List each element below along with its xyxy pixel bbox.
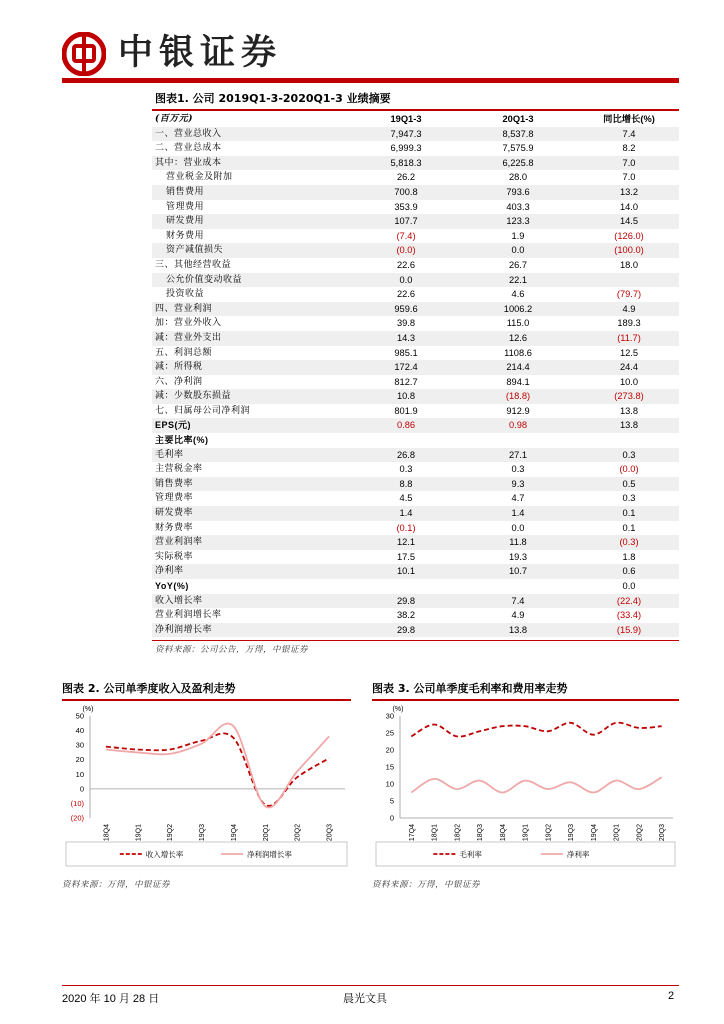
cell-19q1-3: 353.9 <box>394 201 418 212</box>
cell-yoy: 4.9 <box>622 303 636 314</box>
row-label: 毛利率 <box>155 449 184 460</box>
cell-19q1-3: 10.1 <box>396 566 416 577</box>
y-tick-label: 0 <box>389 813 394 823</box>
x-tick-label: 20Q1 <box>262 824 270 842</box>
cell-19q1-3: 0.0 <box>399 274 413 285</box>
cell-20q1-3: 1.9 <box>511 230 525 241</box>
table-row <box>152 302 679 317</box>
y-tick-label: (10) <box>70 798 84 808</box>
y-tick-label: 20 <box>385 745 394 755</box>
cell-yoy: 13.2 <box>619 186 639 197</box>
cell-yoy: 0.3 <box>622 493 636 504</box>
y-tick-label: 10 <box>75 769 84 779</box>
table-row <box>152 448 679 463</box>
cell-19q1-3: 5,818.3 <box>390 157 422 168</box>
legend-label-0: 毛利率 <box>459 850 482 859</box>
table-row <box>152 550 679 565</box>
row-label: 管理费率 <box>155 493 194 504</box>
x-tick-label: 20Q2 <box>294 824 302 842</box>
row-label: 减：营业外支出 <box>155 332 222 343</box>
cell-yoy: 10.0 <box>619 376 639 387</box>
row-label: 减：少数股东损益 <box>155 391 232 402</box>
y-tick-label: 10 <box>385 779 394 789</box>
cell-yoy: (0.3) <box>619 537 639 548</box>
cell-20q1-3: 1006.2 <box>503 303 533 314</box>
cell-20q1-3: 11.8 <box>509 537 527 548</box>
row-label: 营业税金及附加 <box>166 172 233 183</box>
y-axis-unit-label: (%) <box>392 706 404 713</box>
cell-19q1-3: 29.8 <box>396 595 416 606</box>
row-label: 六、净利润 <box>155 376 203 387</box>
legend-box <box>376 842 675 866</box>
page-number: 2 <box>668 990 675 1002</box>
cell-20q1-3: 26.7 <box>508 259 528 270</box>
table-source: 资料来源：公司公告，万得，中银证券 <box>155 645 309 655</box>
cell-yoy: 0.0 <box>622 581 636 591</box>
row-label: 公允价值变动收益 <box>166 274 243 285</box>
cell-yoy: (15.9) <box>616 624 642 635</box>
cell-19q1-3: 39.8 <box>396 318 416 329</box>
cell-19q1-3: (7.4) <box>396 230 416 241</box>
cell-19q1-3: 14.3 <box>396 332 416 343</box>
y-tick-label: 30 <box>75 740 84 750</box>
cell-yoy: 1.8 <box>622 551 636 562</box>
row-label: 五、利润总额 <box>155 347 213 358</box>
chart2-source: 资料来源：万得，中银证券 <box>62 880 171 890</box>
cell-20q1-3: 1108.6 <box>504 347 532 358</box>
x-tick-label: 18Q4 <box>499 824 507 842</box>
chart3-line-chart <box>372 702 679 872</box>
cell-20q1-3: 403.3 <box>506 201 530 212</box>
table-row <box>152 375 679 390</box>
chart2-line-chart <box>62 702 351 872</box>
cell-yoy: (273.8) <box>614 391 644 402</box>
x-tick-label: 19Q2 <box>167 824 175 842</box>
x-tick-label: 19Q1 <box>522 824 530 842</box>
cell-20q1-3: 912.9 <box>506 405 530 416</box>
table-title: 图表1. 公司 2019Q1-3-2020Q1-3 业绩摘要 <box>155 92 391 105</box>
cell-20q1-3: 0.0 <box>511 522 525 533</box>
x-tick-label: 19Q3 <box>568 824 576 842</box>
x-tick-label: 20Q2 <box>636 824 644 842</box>
cell-yoy: 12.5 <box>619 347 639 358</box>
table-row <box>152 127 679 142</box>
cell-19q1-3: 107.7 <box>394 216 418 227</box>
cell-yoy: 0.5 <box>622 478 636 489</box>
row-label: 主营税金率 <box>155 464 203 475</box>
cell-19q1-3: 29.8 <box>396 624 416 635</box>
table-row <box>152 389 679 404</box>
x-tick-label: 20Q1 <box>613 824 621 842</box>
table-row <box>152 521 679 536</box>
row-label: 营业利润率 <box>155 537 203 548</box>
row-label: 主要比率(%) <box>155 435 209 446</box>
row-label: 财务费用 <box>166 230 205 241</box>
cell-yoy: (126.0) <box>614 230 644 241</box>
table-row <box>152 608 679 623</box>
cell-20q1-3: (18.8) <box>505 391 531 402</box>
row-label: 研发费用 <box>166 216 205 227</box>
x-tick-label: 20Q3 <box>659 824 667 842</box>
table-row <box>152 243 679 258</box>
x-tick-label: 18Q4 <box>103 824 111 842</box>
table-row <box>152 564 679 579</box>
cell-yoy: 13.8 <box>619 405 639 416</box>
cell-20q1-3: 0.0 <box>511 245 525 256</box>
cell-19q1-3: (0.1) <box>396 522 416 533</box>
row-label: 一、营业总收入 <box>155 128 222 139</box>
cell-19q1-3: 12.1 <box>396 537 416 548</box>
series-line-1 <box>106 724 329 808</box>
cell-20q1-3: 22.1 <box>508 274 528 285</box>
row-label: 销售费用 <box>166 186 205 197</box>
x-tick-label: 19Q4 <box>230 824 238 842</box>
x-tick-label: 19Q3 <box>199 824 207 842</box>
cell-yoy: 0.6 <box>622 566 636 577</box>
cell-19q1-3: 6,999.3 <box>390 143 422 154</box>
y-tick-label: 20 <box>75 755 84 765</box>
cell-yoy: (0.0) <box>619 464 639 475</box>
table-row <box>152 287 679 302</box>
table-row <box>152 623 679 638</box>
cell-yoy: 13.8 <box>619 420 639 431</box>
table-row <box>152 229 679 244</box>
cell-20q1-3: 6,225.8 <box>502 157 534 168</box>
page-header <box>62 30 662 76</box>
table-row <box>152 331 679 346</box>
table-header-row <box>152 112 679 127</box>
table-row <box>152 316 679 331</box>
chart3-source: 资料来源：万得，中银证券 <box>372 880 481 890</box>
cell-19q1-3: 700.8 <box>394 186 418 197</box>
cell-yoy: (22.4) <box>616 595 642 606</box>
cell-20q1-3: 10.7 <box>508 566 528 577</box>
cell-20q1-3: 7,575.9 <box>502 143 534 154</box>
row-label: 七、归属母公司净利润 <box>155 405 251 416</box>
table-row <box>152 433 679 448</box>
cell-20q1-3: 1.4 <box>511 508 525 519</box>
x-tick-label: 18Q1 <box>431 824 439 842</box>
row-label: 销售费率 <box>155 478 194 489</box>
cell-20q1-3: 4.7 <box>511 493 525 504</box>
cell-19q1-3: 0.3 <box>399 464 413 475</box>
x-tick-label: 18Q2 <box>454 824 462 842</box>
chart2-title: 图表 2. 公司单季度收入及盈利走势 <box>62 682 236 695</box>
y-tick-label: (20) <box>70 813 84 823</box>
cell-19q1-3: 8.8 <box>399 478 413 489</box>
cell-20q1-3: 8,537.8 <box>502 128 534 139</box>
legend-label-1: 净利率 <box>566 850 590 859</box>
cell-19q1-3: 4.5 <box>399 493 413 504</box>
cell-20q1-3: 7.4 <box>511 595 525 606</box>
chart3-title: 图表 3. 公司单季度毛利率和费用率走势 <box>372 682 568 695</box>
cell-20q1-3: 12.6 <box>508 332 528 343</box>
row-label: 投资收益 <box>166 289 205 300</box>
row-label: 财务费率 <box>155 522 194 533</box>
legend-box <box>66 842 347 866</box>
x-tick-label: 19Q4 <box>590 824 598 842</box>
cell-19q1-3: 17.5 <box>396 551 416 562</box>
row-label: 资产减值损失 <box>166 245 224 256</box>
row-label: 管理费用 <box>166 201 205 212</box>
series-line-0 <box>411 723 661 737</box>
y-axis-unit-label: (%) <box>82 706 94 713</box>
table-row <box>152 506 679 521</box>
cell-19q1-3: 26.8 <box>396 449 416 460</box>
cell-yoy: 7.0 <box>622 172 636 183</box>
cell-19q1-3: 1.4 <box>399 508 413 519</box>
y-tick-label: 30 <box>385 711 394 721</box>
cell-20q1-3: 894.1 <box>506 376 530 387</box>
cell-19q1-3: 0.86 <box>396 420 416 431</box>
x-tick-label: 17Q4 <box>408 824 416 842</box>
cell-yoy: 7.4 <box>622 128 636 139</box>
row-label: 四、营业利润 <box>155 303 213 314</box>
table-row <box>152 273 679 288</box>
cell-yoy: 0.1 <box>622 522 636 533</box>
footer-rule <box>62 985 679 986</box>
table-row <box>152 214 679 229</box>
row-label: 二、营业总成本 <box>155 143 222 154</box>
table-row <box>152 594 679 609</box>
column-header-20q1-3: 20Q1-3 <box>502 114 534 124</box>
footer-title: 晨光文具 <box>343 992 387 1005</box>
table-top-rule <box>152 109 679 111</box>
series-line-0 <box>106 733 329 806</box>
x-tick-label: 19Q1 <box>135 824 143 842</box>
cell-yoy: 24.4 <box>619 362 639 373</box>
table-row <box>152 418 679 433</box>
column-header-yoy: 同比增长(%) <box>603 114 655 124</box>
table-bottom-rule <box>152 640 679 641</box>
table-row <box>152 491 679 506</box>
legend-label-0: 收入增长率 <box>145 850 184 859</box>
row-label: YoY(%) <box>155 581 189 591</box>
y-tick-label: 50 <box>75 711 84 721</box>
cell-20q1-3: 4.6 <box>511 289 525 300</box>
cell-yoy: 0.1 <box>622 508 636 519</box>
table-row <box>152 360 679 375</box>
brand-name: 中银证券 <box>118 32 283 73</box>
cell-19q1-3: 959.6 <box>394 303 418 314</box>
cell-19q1-3: 801.9 <box>394 405 418 416</box>
header-rule <box>62 78 679 83</box>
cell-20q1-3: 115.0 <box>506 318 530 329</box>
cell-20q1-3: 13.8 <box>508 624 528 635</box>
row-label: 净利润增长率 <box>155 624 213 635</box>
table-row <box>152 477 679 492</box>
cell-yoy: 189.3 <box>617 318 641 329</box>
cell-19q1-3: 22.6 <box>396 259 416 270</box>
bank-of-china-logo-icon <box>62 32 106 76</box>
table-row <box>152 346 679 361</box>
series-line-1 <box>411 777 661 792</box>
cell-19q1-3: 22.6 <box>396 289 416 300</box>
cell-20q1-3: 0.98 <box>508 420 528 431</box>
x-tick-label: 19Q2 <box>545 824 553 842</box>
cell-yoy: (100.0) <box>614 245 644 256</box>
y-tick-label: 15 <box>385 762 394 772</box>
cell-yoy: 14.0 <box>619 201 639 212</box>
cell-20q1-3: 793.6 <box>506 186 530 197</box>
y-tick-label: 40 <box>75 726 84 736</box>
cell-19q1-3: 985.1 <box>394 347 418 358</box>
table-row <box>152 535 679 550</box>
table-row <box>152 258 679 273</box>
row-label: 实际税率 <box>155 551 194 562</box>
row-label: 其中：营业成本 <box>155 157 222 168</box>
cell-yoy: 7.0 <box>622 157 636 168</box>
cell-yoy: (79.7) <box>616 289 642 300</box>
row-label: 营业利润增长率 <box>155 610 222 621</box>
table-row <box>152 462 679 477</box>
cell-19q1-3: 812.7 <box>394 376 418 387</box>
table-row <box>152 141 679 156</box>
cell-20q1-3: 28.0 <box>508 172 528 183</box>
y-tick-label: 25 <box>385 728 394 738</box>
row-label: 收入增长率 <box>155 595 203 606</box>
cell-20q1-3: 4.9 <box>511 610 525 621</box>
cell-20q1-3: 123.3 <box>506 216 530 227</box>
x-tick-label: 20Q3 <box>326 824 334 842</box>
chart3-title-rule <box>372 699 679 701</box>
cell-19q1-3: (0.0) <box>396 245 416 256</box>
column-header-19q1-3: 19Q1-3 <box>390 114 422 124</box>
row-label: EPS(元) <box>155 420 192 431</box>
row-label: 加：营业外收入 <box>155 318 222 329</box>
cell-yoy: 0.3 <box>622 449 636 460</box>
cell-yoy: 18.0 <box>619 259 639 270</box>
table-row <box>152 185 679 200</box>
cell-19q1-3: 172.4 <box>394 362 418 373</box>
cell-yoy: 14.5 <box>619 216 639 227</box>
cell-yoy: 8.2 <box>622 143 636 154</box>
cell-20q1-3: 0.3 <box>511 464 525 475</box>
cell-yoy: (11.7) <box>617 332 641 343</box>
column-header-unit: (百万元) <box>155 114 194 124</box>
footer-date: 2020 年 10 月 28 日 <box>62 993 160 1005</box>
cell-20q1-3: 9.3 <box>511 478 525 489</box>
cell-yoy: (33.4) <box>616 610 642 621</box>
row-label: 研发费率 <box>155 508 194 519</box>
y-tick-label: 0 <box>79 784 84 794</box>
cell-19q1-3: 7,947.3 <box>390 128 422 139</box>
cell-20q1-3: 214.4 <box>506 362 530 373</box>
table-row <box>152 200 679 215</box>
x-tick-label: 18Q3 <box>477 824 485 842</box>
cell-19q1-3: 38.2 <box>396 610 416 621</box>
row-label: 减：所得税 <box>155 362 203 373</box>
table-row <box>152 170 679 185</box>
table-row <box>152 404 679 419</box>
chart2-title-rule <box>62 699 351 701</box>
y-tick-label: 5 <box>389 796 394 806</box>
summary-table <box>152 112 679 637</box>
row-label: 三、其他经营收益 <box>155 259 232 270</box>
cell-20q1-3: 19.3 <box>508 551 528 562</box>
cell-19q1-3: 26.2 <box>396 172 416 183</box>
table-row <box>152 156 679 171</box>
cell-20q1-3: 27.1 <box>508 449 528 460</box>
legend-label-1: 净利润增长率 <box>246 850 292 859</box>
row-label: 净利率 <box>155 566 184 577</box>
cell-19q1-3: 10.8 <box>396 391 416 402</box>
table-row <box>152 579 679 594</box>
